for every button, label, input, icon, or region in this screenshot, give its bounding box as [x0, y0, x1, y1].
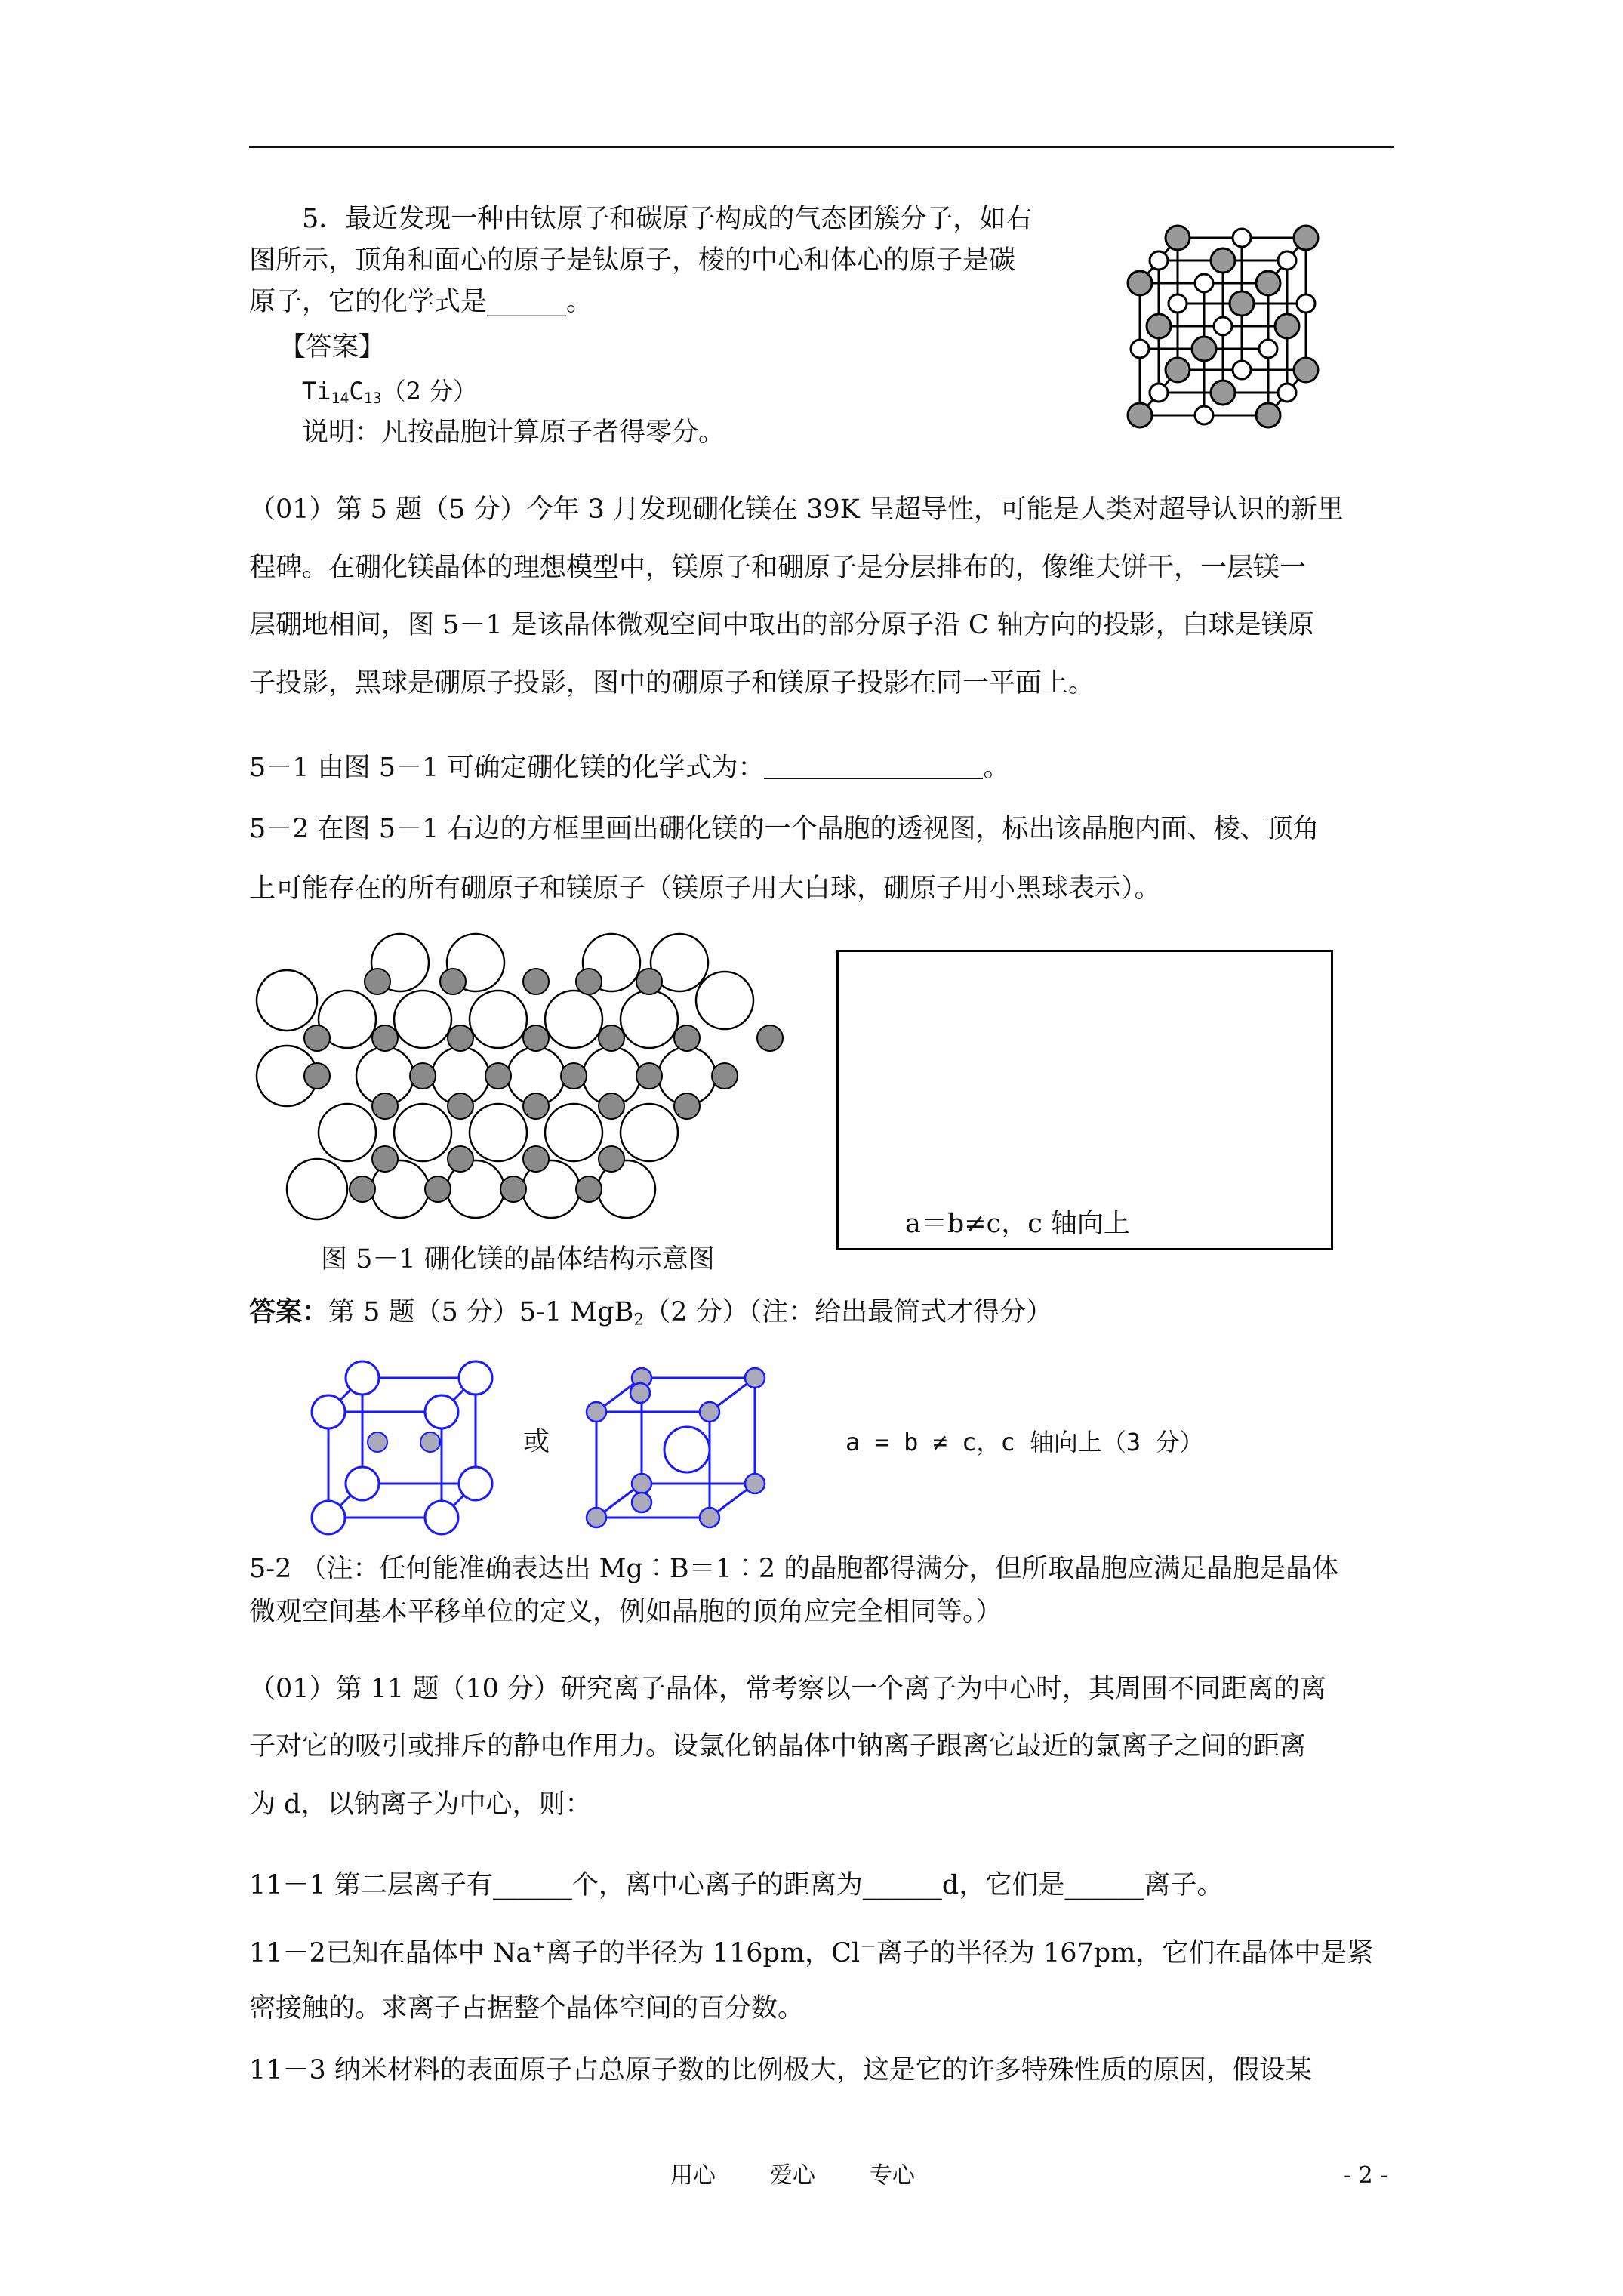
footer-motto-1: 用心	[670, 2162, 716, 2189]
answer-cell-2	[574, 1359, 762, 1525]
q01-5-line2: 程碑。在硼化镁晶体的理想模型中，镁原子和硼原子是分层排布的，像维夫饼干，一层镁一	[249, 553, 1307, 583]
q01-11-sub2-line2: 密接触的。求离子占据整个晶体空间的百分数。	[249, 1993, 805, 2023]
q5-note: 说明：凡按晶胞计算原子者得零分。	[302, 418, 725, 448]
q01-5-sub2-line1: 5－2 在图 5－1 右边的方框里画出硼化镁的一个晶胞的透视图，标出该晶胞内面、棱、顶角	[249, 814, 1320, 844]
answer-cell-1	[310, 1359, 498, 1525]
answer-cell-label: a = b ≠ c，c 轴向上（3 分）	[845, 1428, 1204, 1456]
footer-motto-2: 爱心	[770, 2162, 815, 2189]
q5-line2: 图所示，顶角和面心的原子是钛原子，棱的中心和体心的原子是碳	[249, 245, 1016, 276]
q01-5-note-line1: 5-2 （注：任何能准确表达出 Mg︰B＝1︰2 的晶胞都得满分，但所取晶胞应满足晶胞是晶体	[249, 1554, 1339, 1584]
q01-5-note-line2: 微观空间基本平移单位的定义，例如晶胞的顶角应完全相同等。）	[249, 1597, 1002, 1627]
header-rule	[249, 146, 1394, 148]
q01-5-sub1: 5－1 由图 5－1 可确定硼化镁的化学式为： 。	[249, 753, 1010, 783]
or-label: 或	[523, 1427, 550, 1457]
figure-caption: 图 5－1 硼化镁的晶体结构示意图	[321, 1244, 715, 1274]
q01-5-sub2-line2: 上可能存在的所有硼原子和镁原子（镁原子用大白球，硼原子用小黑球表示）。	[249, 874, 1161, 904]
page-number: - 2 -	[1344, 2162, 1388, 2189]
q01-5-answer: 答案：第 5 题（5 分）5-1 MgB$_2$（2 分）（注：给出最简式才得分）	[249, 1296, 1053, 1330]
q01-5-line1: （01）第 5 题（5 分）今年 3 月发现硼化镁在 39K 呈超导性，可能是人类对超导认识的新里	[249, 495, 1344, 525]
q01-11-sub3: 11－3 纳米材料的表面原子占总原子数的比例极大，这是它的许多特殊性质的原因，假设某	[249, 2055, 1312, 2085]
q5-line1: 5．最近发现一种由钛原子和碳原子构成的气态团簇分子，如右	[302, 204, 1033, 234]
q01-11-line3: 为 d，以钠离子为中心，则：	[249, 1789, 592, 1820]
q01-11-line2: 子对它的吸引或排斥的静电作用力。设氯化钠晶体中钠离子跟离它最近的氯离子之间的距离	[249, 1731, 1307, 1761]
q01-5-line4: 子投影，黑球是硼原子投影，图中的硼原子和镁原子投影在同一平面上。	[249, 668, 1095, 698]
q01-5-line3: 层硼地相间，图 5－1 是该晶体微观空间中取出的部分原子沿 C 轴方向的投影，白球是镁原	[249, 610, 1314, 640]
q5-line3: 原子，它的化学式是______。	[249, 287, 593, 317]
box-label: a＝b≠c，c 轴向上	[905, 1209, 1130, 1239]
q01-11-line1: （01）第 11 题（10 分）研究离子晶体，常考察以一个离子为中心时，其周围不同距离的离	[249, 1674, 1326, 1704]
q5-answer-label: 【答案】	[279, 332, 386, 362]
q01-11-sub1: 11－1 第二层离子有______个，离中心离子的距离为______d，它们是______离子。	[249, 1870, 1224, 1900]
q5-formula: $Ti_{14}C_{13}(2$ 分）	[302, 377, 478, 407]
answer-drawing-box	[836, 950, 1333, 1250]
ti-c-cluster-figure	[1117, 219, 1329, 445]
mgb2-projection-figure	[249, 932, 823, 1250]
q01-11-sub2-line1: 11－2已知在晶体中 Na+离子的半径为 116pm，Cl－离子的半径为 167pm，它们在晶体中是紧	[249, 1937, 1374, 1968]
footer-motto-3: 专心	[870, 2162, 915, 2189]
